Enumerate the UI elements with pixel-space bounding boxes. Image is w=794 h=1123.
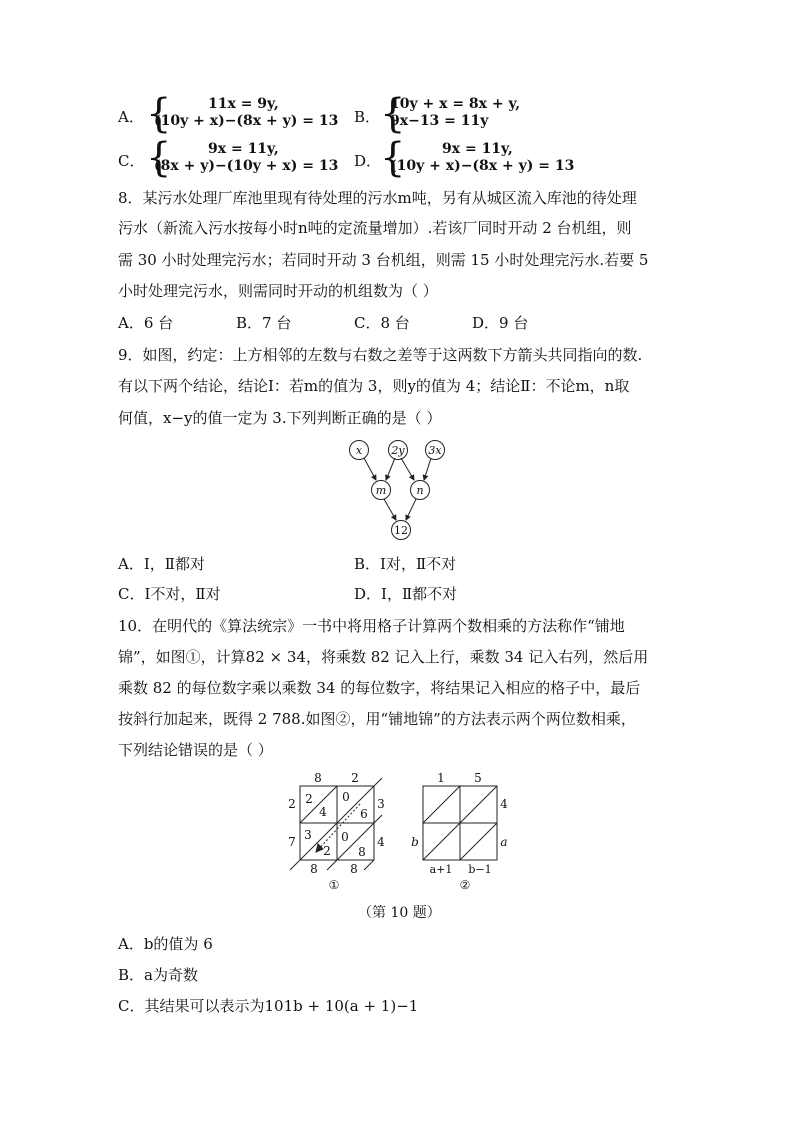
- q7-option-a-brace: {: [146, 91, 172, 137]
- q10-figure-caption: （第 10 题）: [358, 905, 441, 921]
- q9-node-m-label: m: [375, 484, 387, 497]
- q7-option-c-eq1: 9x = 11y,: [208, 141, 279, 157]
- fig1-cell-bl-b: 2: [323, 844, 331, 858]
- q9-node-2y-label: 2y: [391, 444, 405, 457]
- q9-node-n-label: n: [416, 484, 424, 497]
- q8-line-3: 需 30 小时处理完污水；若同时开动 3 台机组，则需 15 小时处理完污水.若要 5: [118, 251, 649, 269]
- q7-option-d-label: D．: [354, 152, 382, 170]
- fig1-cell-tl-a: 2: [305, 792, 313, 806]
- q7-option-b-eq2: 9x−13 = 11y: [390, 113, 489, 129]
- q10-line-1: 10．在明代的《算法统宗》一书中将用格子计算两个数相乘的方法称作“铺地: [118, 617, 625, 635]
- q9-node-3x-label: 3x: [428, 444, 442, 457]
- q9-line-2: 有以下两个结论，结论Ⅰ：若m的值为 3，则y的值为 4；结论Ⅱ：不论m，n取: [118, 377, 630, 395]
- q8-line-1: 8．某污水处理厂库池里现有待处理的污水m吨，另有从城区流入库池的待处理: [118, 189, 637, 207]
- q9-option-c: C．Ⅰ不对，Ⅱ对: [118, 585, 221, 603]
- q9-option-a: A．Ⅰ，Ⅱ都对: [118, 555, 205, 573]
- fig1-bottom-2: 8: [350, 862, 358, 876]
- fig2-top-2: 5: [474, 771, 482, 785]
- q7-option-c-brace: {: [146, 135, 172, 181]
- q8-option-d: D．9 台: [472, 314, 529, 332]
- fig1-cell-bl-a: 3: [304, 828, 312, 842]
- q9-node-12-label: 12: [394, 524, 408, 537]
- q10-line-2: 锦”，如图①，计算82 × 34，将乘数 82 记入上行，乘数 34 记入右列，然后用: [118, 648, 649, 666]
- fig1-left-2: 7: [288, 835, 296, 849]
- q8-line-2: 污水（新流入污水按每小时n吨的定流量增加）.若该厂同时开动 2 台机组，则: [118, 219, 632, 237]
- q10-figure-2: [405, 768, 515, 892]
- q10-line-5: 下列结论错误的是（ ）: [118, 741, 273, 759]
- q7-option-b-eq1: 10y + x = 8x + y,: [390, 96, 521, 112]
- q9-option-d: D．Ⅰ，Ⅱ都不对: [354, 585, 458, 603]
- fig1-right-2: 4: [377, 835, 385, 849]
- q7-option-c-label: C．: [118, 152, 145, 170]
- q10-option-c: C．其结果可以表示为101b + 10(a + 1)−1: [118, 997, 419, 1015]
- fig2-right-top: 4: [500, 797, 508, 811]
- fig1-left-1: 2: [288, 797, 296, 811]
- fig1-cell-br-b: 8: [358, 845, 366, 859]
- fig1-cell-tr-b: 6: [360, 807, 368, 821]
- q7-option-d-eq2: (10y + x)−(8x + y) = 13: [390, 158, 575, 174]
- fig1-top-1: 8: [314, 771, 322, 785]
- fig1-cell-tl-b: 4: [319, 805, 327, 819]
- fig1-cell-br-a: 0: [341, 830, 349, 844]
- q10-line-4: 按斜行加起来，既得 2 788.如图②，用“铺地锦”的方法表示两个两位数相乘，: [118, 710, 636, 728]
- q9-line-3: 何值，x−y的值一定为 3.下列判断正确的是（ ）: [118, 409, 442, 427]
- q9-node-x-label: x: [355, 444, 363, 457]
- fig2-caption: ②: [459, 878, 471, 892]
- fig1-top-2: 2: [351, 771, 359, 785]
- q7-option-a-eq1: 11x = 9y,: [208, 96, 279, 112]
- fig1-bottom-1: 8: [310, 862, 318, 876]
- q7-option-b-label: B．: [354, 108, 381, 126]
- q8-option-c: C．8 台: [354, 314, 410, 332]
- q10-figure-1: [282, 768, 392, 892]
- fig2-left: b: [411, 835, 419, 849]
- fig1-caption: ①: [328, 878, 340, 892]
- q9-arrow-diagram: [340, 436, 460, 546]
- q9-option-b: B．Ⅰ对，Ⅱ不对: [354, 555, 457, 573]
- fig2-top-1: 1: [437, 771, 445, 785]
- q10-line-3: 乘数 82 的每位数字乘以乘数 34 的每位数字，将结果记入相应的格子中，最后: [118, 679, 641, 697]
- q7-option-c-eq2: (8x + y)−(10y + x) = 13: [154, 158, 339, 174]
- fig2-bottom-1: a+1: [429, 863, 453, 876]
- q7-option-a-label: A．: [118, 108, 144, 126]
- fig2-bottom-2: b−1: [468, 863, 492, 876]
- q8-option-b: B．7 台: [236, 314, 292, 332]
- q7-option-a-eq2: (10y + x)−(8x + y) = 13: [154, 113, 339, 129]
- fig1-right-1: 3: [377, 797, 385, 811]
- fig1-cell-tr-a: 0: [342, 790, 350, 804]
- q8-option-a: A．6 台: [118, 314, 174, 332]
- q10-option-b: B．a为奇数: [118, 966, 198, 984]
- q8-line-4: 小时处理完污水，则需同时开动的机组数为（ ）: [118, 282, 438, 300]
- q7-option-d-eq1: 9x = 11y,: [442, 141, 513, 157]
- fig2-right-bottom: a: [500, 835, 508, 849]
- q9-line-1: 9．如图，约定：上方相邻的左数与右数之差等于这两数下方箭头共同指向的数.: [118, 346, 643, 364]
- q7-option-b-brace: {: [380, 91, 406, 137]
- q7-option-d-brace: {: [380, 135, 406, 181]
- q10-option-a: A．b的值为 6: [118, 935, 213, 953]
